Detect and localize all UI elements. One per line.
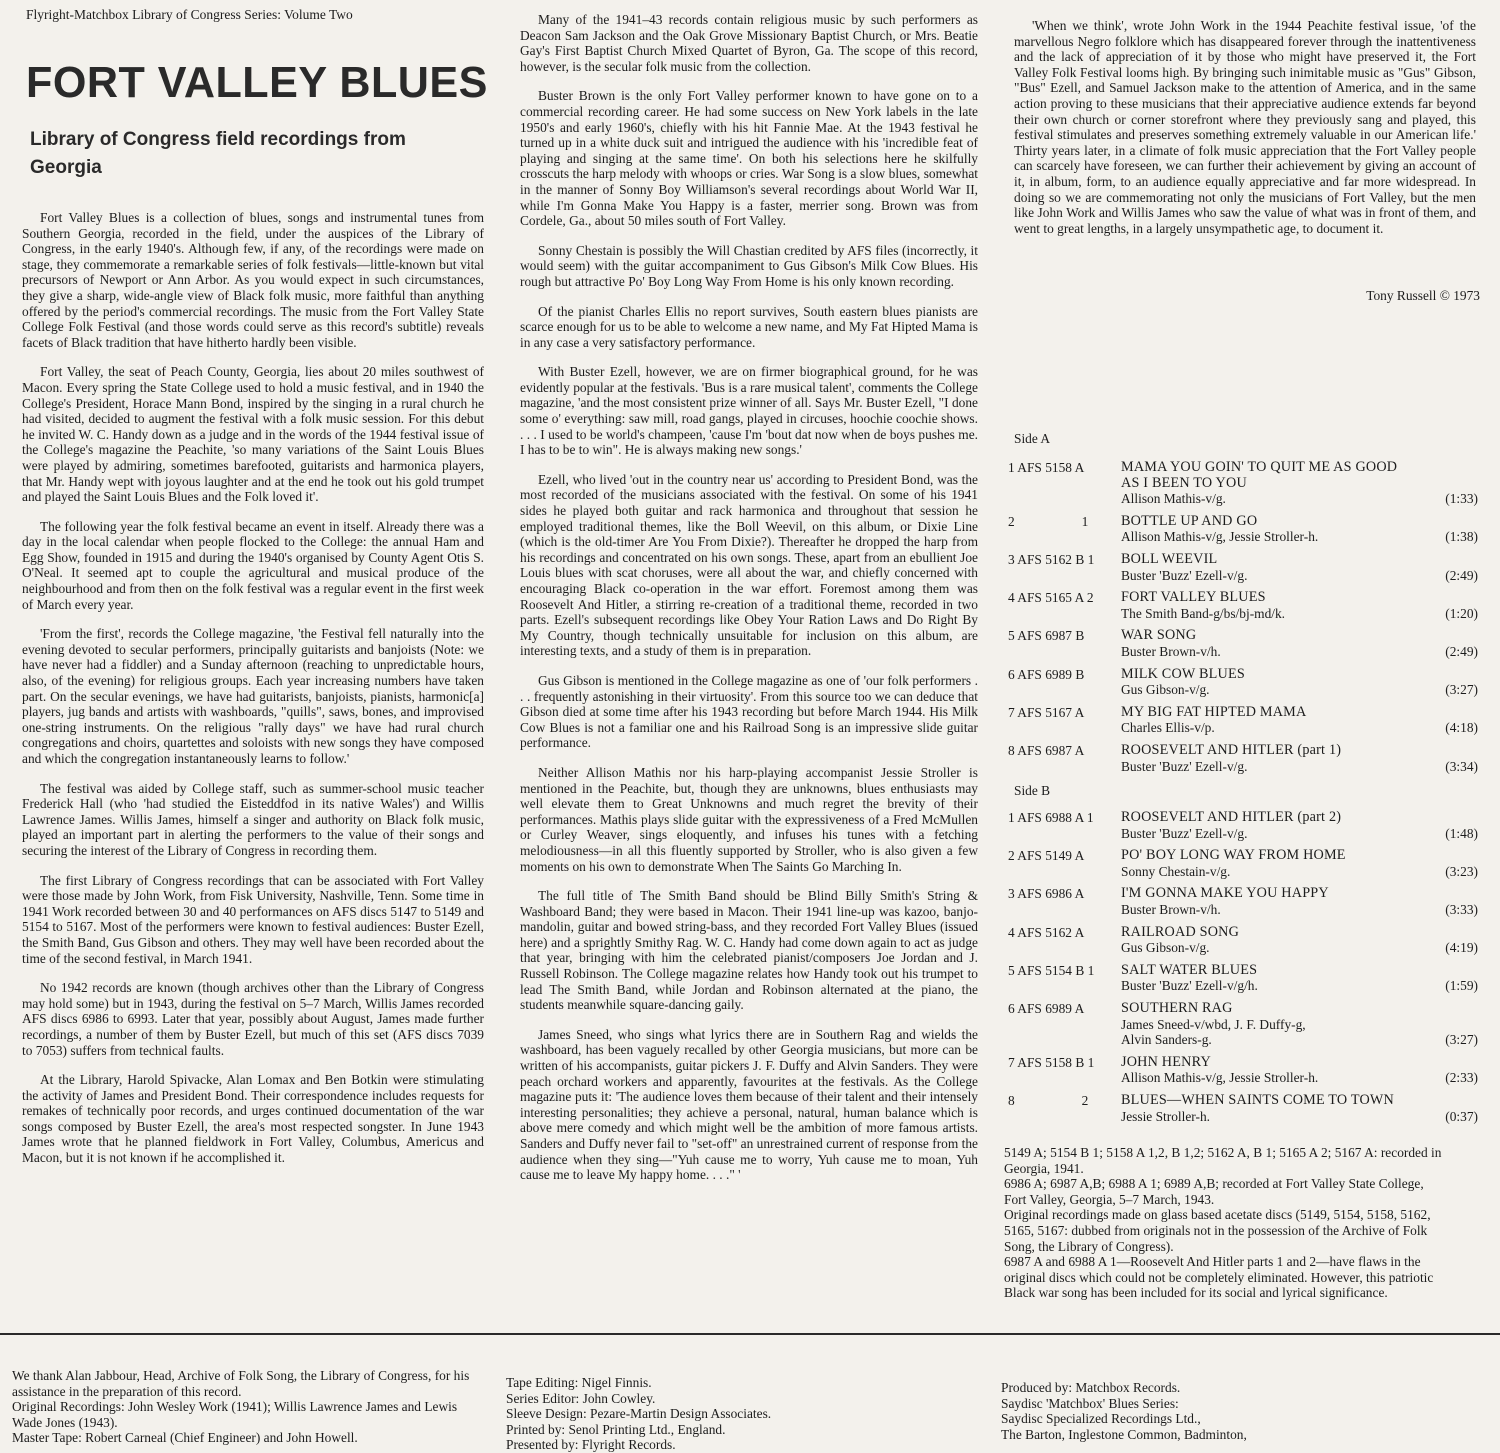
- track-number: 4 AFS 5162 A: [1008, 924, 1085, 940]
- track-title: ROOSEVELT AND HITLER (part 2): [1121, 809, 1342, 825]
- side-b-tracklist: [1008, 810, 1478, 1131]
- track-duration: (4:19): [1445, 940, 1478, 956]
- credit-line: Printed by: Senol Printing Ltd., England.: [506, 1421, 726, 1437]
- paragraph: Of the pianist Charles Ellis no report survives, South eastern blues pianists are scarce enough for us to be able to welcome a new name, and My Fat Hipted Mama is in any case a very satisfactory performance.: [520, 303, 978, 350]
- track-title: SOUTHERN RAG: [1121, 999, 1233, 1016]
- track-number: 1 AFS 5158 A: [1008, 460, 1085, 475]
- credit-line: Saydisc Specialized Recordings Ltd.,: [1001, 1411, 1201, 1427]
- track-performers: Buster Brown-v/h.: [1121, 643, 1221, 659]
- track-duration: (2:49): [1445, 567, 1478, 583]
- track-performers: The Smith Band-g/bs/bj-md/k.: [1121, 605, 1286, 621]
- paragraph: The full title of The Smith Band should be Blind Billy Smith's String & Washboard Band; they were based in Macon. Their 1941 line-up was kazoo, banjo-mandolin, guitar and bowed string-bass, and they recorded Fort Valley Blues (issued here) and a sprightly Smithy Rag. W. C. Handy had come down again to act as judge that year, bringing with him the celebrated pianist/composers Joe Jordan and J. Russell Robinson. The College magazine relates how Handy took out his trumpet to lead The Smith Band, while Jordan and Robinson alternated at the piano, the students meanwhile square-dancing gaily.: [520, 888, 978, 1013]
- track-row: [1008, 590, 1478, 621]
- credit-line: Sleeve Design: Pezare-Martin Design Associates.: [506, 1406, 772, 1422]
- track-number: 7 AFS 5167 A: [1008, 704, 1085, 720]
- track-number: 6 AFS 6989 A: [1008, 1000, 1085, 1016]
- track-row: [1008, 460, 1478, 507]
- track-duration: (1:59): [1445, 978, 1478, 994]
- track-title: RAILROAD SONG: [1121, 923, 1240, 940]
- track-title: BOTTLE UP AND GO: [1121, 512, 1258, 529]
- liner-notes-conclusion: [1014, 18, 1476, 250]
- track-duration: (0:37): [1445, 1108, 1478, 1124]
- track-duration: (1:20): [1445, 605, 1478, 621]
- track-performers: Sonny Chestain-v/g.: [1121, 863, 1231, 879]
- track-title: ROOSEVELT AND HITLER (part 1): [1121, 741, 1342, 758]
- side-a-tracklist: [1008, 460, 1478, 781]
- track-duration: (3:34): [1445, 758, 1478, 774]
- track-duration: (3:23): [1445, 863, 1478, 879]
- track-title: MILK COW BLUES: [1121, 665, 1245, 682]
- divider-rule: [0, 1333, 1500, 1335]
- side-a-heading: Side A: [1014, 431, 1051, 446]
- side-b-heading: Side B: [1014, 783, 1051, 798]
- track-duration: (4:18): [1445, 720, 1478, 736]
- track-performers: Gus Gibson-v/g.: [1121, 682, 1210, 698]
- track-title: MAMA YOU GOIN' TO QUIT ME AS GOOD: [1121, 459, 1398, 475]
- track-row: [1008, 743, 1478, 774]
- track-title-continued: AS I BEEN TO YOU: [1121, 474, 1247, 491]
- credit-line: We thank Alan Jabbour, Head, Archive of Folk Song, the Library of Congress, for his assistance in the preparation of this record.: [12, 1368, 470, 1399]
- track-performers: Buster Brown-v/h.: [1121, 901, 1221, 917]
- track-duration: (1:48): [1445, 825, 1478, 841]
- track-performers: Allison Mathis-v/g, Jessie Stroller-h.: [1121, 1070, 1319, 1086]
- track-number: 2 1: [1008, 513, 1089, 529]
- track-row: [1008, 705, 1478, 736]
- credits-left: [12, 1368, 472, 1446]
- track-row: [1008, 628, 1478, 659]
- track-title: BLUES—WHEN SAINTS COME TO TOWN: [1121, 1091, 1394, 1108]
- track-duration: (2:33): [1445, 1070, 1478, 1086]
- track-row: [1008, 848, 1478, 879]
- track-number: 7 AFS 5158 B 1: [1008, 1054, 1095, 1070]
- track-duration: (3:27): [1445, 1032, 1478, 1048]
- paragraph: Many of the 1941–43 records contain religious music by such performers as Deacon Sam Jackson and the Oak Grove Missionary Baptist Church, or Mrs. Beatie Gay's First Baptist Church Mixed Quartet of Byron, Ga. The scope of this record, however, is the secular folk music from the collection.: [520, 12, 978, 74]
- note-line: 6986 A; 6987 A,B; 6988 A 1; 6989 A,B; recorded at Fort Valley State College, Fort Valley, Georgia, 5–7 March, 1943.: [1004, 1176, 1424, 1207]
- track-title: PO' BOY LONG WAY FROM HOME: [1121, 847, 1346, 864]
- track-row: [1008, 925, 1478, 956]
- credit-line: Produced by: Matchbox Records.: [1001, 1380, 1181, 1395]
- track-performers: Allison Mathis-v/g, Jessie Stroller-h.: [1121, 529, 1319, 545]
- track-number: 3 AFS 6986 A: [1008, 886, 1085, 902]
- track-row: [1008, 514, 1478, 545]
- paragraph: 'From the first', records the College magazine, 'the Festival fell naturally into the evening devoted to secular performers, principally guitarists and banjoists (Note: we have never had a fiddler) and a Sunday afternoon (reaching to unpredictable hours, also, of the evening) for religious groups. Each year increasing numbers have taken part. On the secular evenings, we have had guitarists, banjoists, pianists, harmonic[a] players, jug bands and artists with washboards, "quills", saws, bones, and improvised one-string instruments. On the religious "rally days" we have had rural church congregations and choirs, quartettes and soloists with new songs they have composed and which the congregation instantaneously learns to follow.': [22, 626, 484, 766]
- paragraph: Ezell, who lived 'out in the country near us' according to President Bond, was the most recorded of the musicians associated with the festival. On some of his 1941 sides he played both guitar and rack harmonica and throughout that session he employed traditional themes, like the Boll Weevil, on this album, or Dixie Line (which is the old-timer Are You From Dixie?). Thereafter he dropped the harp from his recordings and concentrated on his own songs. These, apart from an ebullient Joe Louis blues with scat choruses, were all about the war, and chiefly concerned with encouraging Black co-operation in the war effort. Foremost among them was Roosevelt And Hitler, a stirring re-creation of a traditional theme, recorded in two parts. Ezell's subsequent recordings like Obey Your Ration Laws and Do Right By My Country, though technically unsuitable for inclusion on this album, are interesting texts, and a study of them is in preparation.: [520, 471, 978, 659]
- track-duration: (3:33): [1445, 901, 1478, 917]
- track-performers: Charles Ellis-v/p.: [1121, 720, 1215, 736]
- track-title: I'M GONNA MAKE YOU HAPPY: [1121, 885, 1329, 902]
- paragraph: Buster Brown is the only Fort Valley performer known to have gone on to a commercial recording career. He had some success on New York labels in the late 1950's and early 1960's, chiefly with his hit Fannie Mae. At the 1943 festival he turned up in a white duck suit and intrigued the audience with his 'incredible feat of playing and singing at the same time'. On both his selections here he skilfully crosscuts the harp melody with whoops or cries. War Song is a slow blues, somewhat in the manner of Sonny Boy Williamson's several recordings about World War II, while I'm Gonna Make You Happy is a faster, merrier song. Brown was from Cordele, Ga., about 50 miles south of Fort Valley.: [520, 88, 978, 229]
- paragraph: Fort Valley, the seat of Peach County, Georgia, lies about 20 miles southwest of Macon. Every spring the State College used to hold a music festival, and in 1940 the College's President, Horace Mann Bond, inspired by the singing in a rural church he had visited, decided to augment the festival with a folk music session. For this debut he invited W. C. Handy down as a judge and in the words of the 1944 festival issue of the College's magazine the Peachite, 'so many variations of the Saint Louis Blues were played by admiring, sometimes barefooted, guitarists and harmonica players, that Mr. Handy wept with joyous laughter and at the end he took out his gold trumpet and played the Saint Louis Blues and the Folk loved it'.: [22, 364, 484, 505]
- track-number: 5 AFS 6987 B: [1008, 628, 1085, 644]
- track-row: [1008, 1055, 1478, 1086]
- paragraph: At the Library, Harold Spivacke, Alan Lomax and Ben Botkin were stimulating the activity of James and President Bond. Their correspondence includes requests for remakes of technically poor records, and urges continued documentation of the war songs composed by Buster Ezell, the area's most respected songster. In June 1943 James wrote that he planned fieldwork in Fort Valley, Columbus, Americus and Macon, but it is not known if he accomplished it.: [22, 1072, 484, 1166]
- track-duration: (2:49): [1445, 643, 1478, 659]
- paragraph: Fort Valley Blues is a collection of blues, songs and instrumental tunes from Southern Georgia, recorded in the field, under the auspices of the Library of Congress, in the early 1940's. Although few, if any, of the recordings were made on stage, they commemorate a remarkable series of folk festivals—little-known but vital precursors of Newport or Ann Arbor. As you would expect in such circumstances, they give a sharp, wide-angle view of Black folk music, more faithful than anything offered by the period's commercial recordings. The music from the Fort Valley State College Folk Festival (and those words could serve as this record's subtitle) reveals facets of Black tradition that have hitherto hardly been visible.: [22, 210, 484, 350]
- credit-line: Original Recordings: John Wesley Work (1941); Willis Lawrence James and Lewis Wade Jones (1943).: [12, 1399, 458, 1430]
- track-number: 6 AFS 6989 B: [1008, 666, 1085, 682]
- track-performers: James Sneed-v/wbd, J. F. Duffy-g,: [1121, 1016, 1306, 1032]
- credit-line: Series Editor: John Cowley.: [506, 1390, 656, 1406]
- track-title: MY BIG FAT HIPTED MAMA: [1121, 703, 1307, 720]
- track-performers: Jessie Stroller-h.: [1121, 1108, 1210, 1124]
- track-performers: Allison Mathis-v/g.: [1121, 491, 1226, 507]
- paragraph: Sonny Chestain is possibly the Will Chastian credited by AFS files (incorrectly, it would seem) with the guitar accompaniment to Gus Gibson's Milk Cow Blues. His rough but attractive Po' Boy Long Way From Home is his only known recording.: [520, 242, 978, 289]
- track-duration: (1:38): [1445, 529, 1478, 545]
- track-duration: (1:33): [1445, 491, 1478, 507]
- note-line: Original recordings made on glass based acetate discs (5149, 5154, 5158, 5162, 5165, 5167: dubbed from originals not in the possession of the Archive of Folk Song, the Library of Congress).: [1004, 1207, 1431, 1254]
- track-number: 5 AFS 5154 B 1: [1008, 962, 1095, 978]
- track-number: 8 2: [1008, 1092, 1089, 1108]
- track-title: JOHN HENRY: [1121, 1053, 1211, 1070]
- paragraph: 'When we think', wrote John Work in the 1944 Peachite festival issue, 'of the marvellous Negro folklore which has disappeared forever through the inattentiveness and the lack of appreciation of it by those who might have preserved it, the Fort Valley Folk Festival looms high. By bringing such inimitable music as "Gus" Gibson, "Bus" Ezell, and Samuel Jackson make to the attention of America, and in the same action proving to these musicians that their appreciative audience extends far beyond their own church or corner storefront where they previously sang and played, this festival stimulates and preserves something extremely valuable in our American life.' Thirty years later, in a climate of folk music appreciation that the Fort Valley people can scarcely have foreseen, we can further their achievement by giving an account of it, in album, form, to an audience equally appreciative and far more widespread. In doing so we are commemorating not only the musicians of Fort Valley, but the men like John Work and Willis James who saw the value of what was in front of them, and went to great lengths, in a largely unsympathetic age, to document it.: [1014, 18, 1476, 236]
- track-row: [1008, 1001, 1478, 1048]
- credits-right: [1001, 1380, 1421, 1442]
- track-title: WAR SONG: [1121, 627, 1197, 644]
- album-subtitle: Library of Congress field recordings from Georgia: [30, 129, 406, 178]
- track-performers: Buster 'Buzz' Ezell-v/g.: [1121, 825, 1248, 841]
- paragraph: The following year the folk festival became an event in itself. Already there was a day in the local calendar when people flocked to the College: the annual Ham and Egg Show, founded in 1915 and during the 1940's organised by County Agent Otis S. O'Neal. It seemed apt to couple the agricultural and musical produce of the neighbourhood and from then on the folk festival was a regular event in the first week of March every year.: [22, 518, 484, 612]
- track-title: SALT WATER BLUES: [1121, 961, 1258, 978]
- track-number: 4 AFS 5165 A 2: [1008, 590, 1094, 606]
- track-row: [1008, 810, 1478, 841]
- author-signoff: Tony Russell © 1973: [1366, 288, 1480, 303]
- credit-line: Tape Editing: Nigel Finnis.: [506, 1375, 652, 1390]
- series-line: Flyright-Matchbox Library of Congress Series: Volume Two: [26, 7, 353, 22]
- recording-notes: [1004, 1145, 1444, 1301]
- paragraph: Gus Gibson is mentioned in the College magazine as one of 'our folk performers . . . frequently astonishing in their virtuosity'. From this source too we can deduce that Gibson died at some time after his 1943 recording but before March 1944. His Milk Cow Blues is not a familiar one and his Railroad Song is an impressive slide guitar performance.: [520, 672, 978, 751]
- track-title: BOLL WEEVIL: [1121, 550, 1218, 567]
- track-number: 1 AFS 6988 A 1: [1008, 810, 1094, 825]
- track-title: FORT VALLEY BLUES: [1121, 589, 1266, 606]
- track-performers: Gus Gibson-v/g.: [1121, 940, 1210, 956]
- credits-middle: [506, 1375, 926, 1453]
- track-row: [1008, 1093, 1478, 1124]
- paragraph: The festival was aided by College staff, such as summer-school music teacher Frederick Hall (who 'had studied the Eisteddfod in its native Wales') and Willis Lawrence James. Willis James, himself a singer and authority on Black folk music, played an important part in alerting the performers to the value of their songs and securing the interest of the Library of Congress in recording them.: [22, 780, 484, 858]
- track-number: 3 AFS 5162 B 1: [1008, 551, 1095, 567]
- credit-line: Master Tape: Robert Carneal (Chief Engineer) and John Howell.: [12, 1430, 358, 1446]
- track-row: [1008, 552, 1478, 583]
- track-performers: Buster 'Buzz' Ezell-v/g.: [1121, 758, 1248, 774]
- album-title: FORT VALLEY BLUES: [26, 58, 488, 107]
- liner-notes-part-one: [22, 210, 484, 1180]
- credit-line: Presented by: Flyright Records.: [506, 1437, 676, 1453]
- paragraph: Neither Allison Mathis nor his harp-playing accompanist Jessie Stroller is mentioned in the Peachite, but, though they are unknowns, blues enthusiasts may well elevate them to Great Unknowns and much regret the brevity of their performances. Mathis plays slide guitar with the expressiveness of a Fred McMullen or Curley Weaver, sings eloquently, and infuses his tunes with a fetching melodiousness—in all this fluently supported by Stroller, who is also given a few moments on his own to demonstrate When The Saints Go Marching In.: [520, 764, 978, 874]
- credit-line: The Barton, Inglestone Common, Badminton,: [1001, 1426, 1247, 1442]
- liner-notes-part-two: [520, 12, 978, 1197]
- paragraph: With Buster Ezell, however, we are on firmer biographical ground, for he was evidently popular at the festivals. 'Bus is a rare musical talent', comments the College magazine, 'and the most consistent prize winner of all. Says Mr. Buster Ezell, "I done some o' everything: saw mill, road gangs, played in circuses, hoochie coochie shows. . . . I used to be world's champeen, 'cause I'm 'bout dat now when de boys pushes me. I has to be to win". He is always making new songs.': [520, 364, 978, 458]
- track-row: [1008, 963, 1478, 994]
- track-duration: (3:27): [1445, 682, 1478, 698]
- paragraph: James Sneed, who sings what lyrics there are in Southern Rag and wields the washboard, has been vaguely recalled by other Georgia musicians, but more can be written of his accompanists, guitar pickers J. F. Duffy and Alvin Sanders. They were peach orchard workers and apparently, favourites at the festivals. As the College magazine puts it: 'The audience loves them because of their talent and their intensely interesting personalities; they achieve a personal, natural, human balance which is above mere comedy and which might well be the ambition of more famous artists. Sanders and Duffy never fail to "set-off" an unrestrained current of response from the audience when they sing—"Yuh cause me to worry, Yuh cause me to moan, Yuh cause me to leave My happy home. . . ." ': [520, 1026, 978, 1183]
- track-number: 2 AFS 5149 A: [1008, 848, 1085, 864]
- paragraph: No 1942 records are known (though archives other than the Library of Congress may hold some) but in 1943, during the festival on 5–7 March, Willis James recorded AFS discs 6986 to 6993. Later that year, possibly about August, James made further recordings, a number of them by Buster Ezell, but much of this set (AFS discs 7039 to 7053) suffers from technical faults.: [22, 980, 484, 1058]
- track-number: 8 AFS 6987 A: [1008, 742, 1085, 758]
- track-performers: Buster 'Buzz' Ezell-v/g.: [1121, 567, 1248, 583]
- track-performers-continued: Alvin Sanders-g.: [1121, 1032, 1212, 1048]
- credit-line: Saydisc 'Matchbox' Blues Series:: [1001, 1395, 1179, 1411]
- track-row: [1008, 886, 1478, 917]
- note-line: 5149 A; 5154 B 1; 5158 A 1,2, B 1,2; 5162 A, B 1; 5165 A 2; 5167 A: recorded in Georgia, 1941.: [1004, 1145, 1442, 1176]
- note-line: 6987 A and 6988 A 1—Roosevelt And Hitler parts 1 and 2—have flaws in the original discs which could not be completely eliminated. However, this patriotic Black war song has been included for its social and lyrical significance.: [1004, 1254, 1434, 1301]
- paragraph: The first Library of Congress recordings that can be associated with Fort Valley were those made by John Work, from Fisk University, Nashville, Tenn. Some time in 1941 Work recorded between 30 and 40 performances on AFS discs 5147 to 5149 and 5154 to 5167. Most of the performers were known to festival audiences: Buster Ezell, the Smith Band, Gus Gibson and others. They may well have been recorded about the time of the second festival, in March 1941.: [22, 872, 484, 966]
- track-row: [1008, 667, 1478, 698]
- track-performers: Buster 'Buzz' Ezell-v/g/h.: [1121, 978, 1258, 994]
